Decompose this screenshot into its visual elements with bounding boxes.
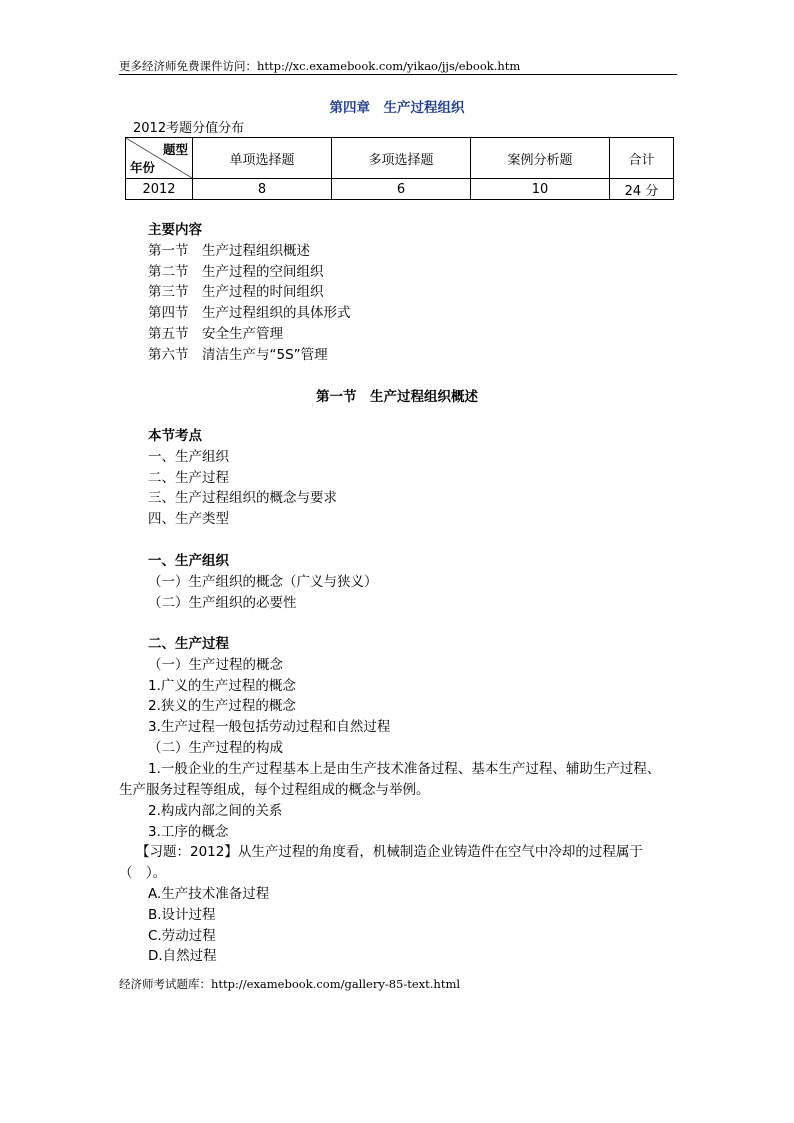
column-header: 合计 bbox=[610, 138, 674, 179]
list-item: 第三节 生产过程的时间组织 bbox=[148, 284, 324, 301]
option-item: D.自然过程 bbox=[148, 948, 217, 965]
part-heading: 二、生产过程 bbox=[148, 636, 229, 652]
list-item: 第二节 生产过程的空间组织 bbox=[148, 263, 324, 280]
list-item: 二、生产过程 bbox=[148, 469, 229, 486]
list-item: 一、生产组织 bbox=[148, 448, 229, 465]
table-cell-year: 2012 bbox=[126, 179, 193, 200]
chapter-title: 第四章 生产过程组织 bbox=[329, 100, 465, 116]
table-cell-total: 24 分 bbox=[610, 179, 674, 200]
section-title: 第一节 生产过程组织概述 bbox=[316, 389, 478, 405]
list-item: （一）生产过程的概念 bbox=[148, 656, 283, 673]
option-item: A.生产技术准备过程 bbox=[148, 886, 270, 902]
list-item: 第一节 生产过程组织概述 bbox=[148, 242, 310, 259]
option-item: C.劳动过程 bbox=[148, 927, 216, 944]
table-header-row bbox=[126, 138, 674, 179]
part2-more bbox=[148, 801, 282, 843]
corner-label-year: 年份 bbox=[130, 160, 156, 175]
list-item: 3.工序的概念 bbox=[148, 823, 229, 840]
exam-points-heading: 本节考点 bbox=[148, 428, 202, 444]
main-content-list bbox=[148, 220, 351, 366]
page-footer-link-text: 经济师考试题库：http://examebook.com/gallery-85-text.html bbox=[119, 977, 461, 991]
part1-block bbox=[148, 551, 378, 613]
part2-block bbox=[148, 634, 390, 759]
table-cell: 6 bbox=[332, 179, 471, 200]
list-item: （二）生产组织的必要性 bbox=[148, 594, 297, 611]
corner-label-type: 题型 bbox=[162, 142, 188, 157]
column-header: 多项选择题 bbox=[332, 138, 471, 179]
score-distribution-table bbox=[125, 137, 674, 200]
list-item: 四、生产类型 bbox=[148, 511, 229, 528]
paragraph-line: 生产服务过程等组成，每个过程组成的概念与举例。 bbox=[119, 782, 430, 798]
exercise-line: （ ）。 bbox=[119, 865, 167, 881]
list-item: 三、生产过程组织的概念与要求 bbox=[148, 490, 337, 507]
exercise-line: 【习题：2012】从生产过程的角度看，机械制造企业铸造件在空气中冷却的过程属于 bbox=[136, 844, 643, 860]
table-row bbox=[126, 179, 674, 200]
exam-points-list bbox=[148, 426, 337, 530]
option-item: B.设计过程 bbox=[148, 906, 216, 923]
column-header: 案例分析题 bbox=[471, 138, 610, 179]
list-item: 第五节 安全生产管理 bbox=[148, 325, 283, 342]
list-item: （一）生产组织的概念（广义与狭义） bbox=[148, 573, 378, 590]
table-corner-cell bbox=[126, 138, 193, 179]
list-item: 2.狭义的生产过程的概念 bbox=[148, 698, 296, 715]
page-header-link-text: 更多经济师免费课件访问：http://xc.examebook.com/yikao/jjs/ebook.htm bbox=[119, 59, 521, 73]
table-cell: 8 bbox=[193, 179, 332, 200]
column-header: 单项选择题 bbox=[193, 138, 332, 179]
list-item: 3.生产过程一般包括劳动过程和自然过程 bbox=[148, 719, 391, 736]
exercise-options bbox=[148, 884, 269, 967]
paragraph-line: 1.一般企业的生产过程基本上是由生产技术准备过程、基本生产过程、辅助生产过程、 bbox=[148, 761, 661, 777]
list-item: 1.广义的生产过程的概念 bbox=[148, 677, 296, 694]
table-cell: 10 bbox=[471, 179, 610, 200]
header-divider bbox=[119, 74, 677, 75]
distribution-caption: 2012考题分值分布 bbox=[133, 121, 245, 136]
list-item: 第四节 生产过程组织的具体形式 bbox=[148, 305, 351, 322]
list-item: 2.构成内部之间的关系 bbox=[148, 803, 283, 819]
list-item: （二）生产过程的构成 bbox=[148, 739, 283, 756]
part-heading: 一、生产组织 bbox=[148, 553, 229, 569]
list-item: 第六节 清洁生产与“5S”管理 bbox=[148, 346, 328, 363]
main-content-heading: 主要内容 bbox=[148, 222, 202, 238]
